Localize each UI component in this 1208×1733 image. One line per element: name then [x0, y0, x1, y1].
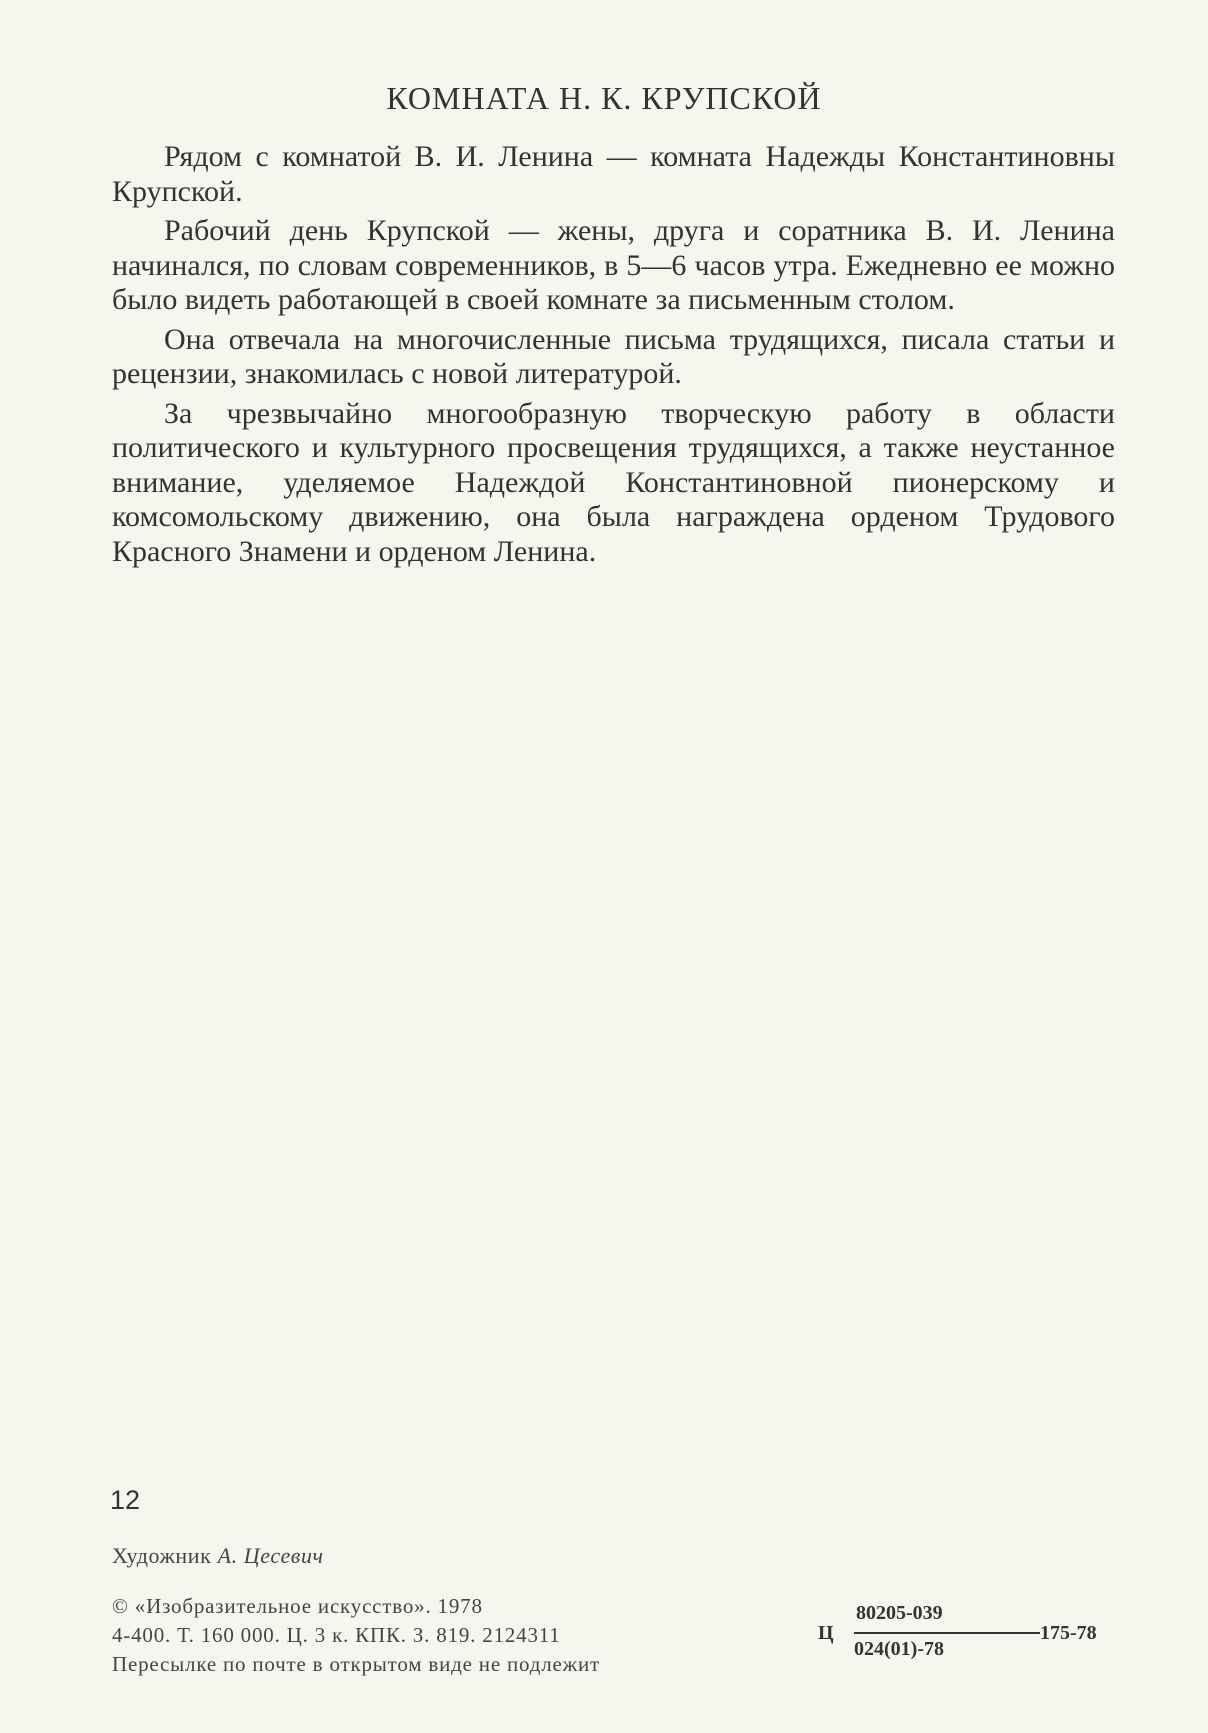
paragraph: Она отвечала на многочисленные письма трудящихся, писала статьи и рецензии, знакомилась с новой литературой.: [112, 322, 1115, 390]
catalog-numerator: 80205-039: [856, 1602, 943, 1624]
imprint-copyright: © «Изобразительное искусство». 1978: [112, 1594, 483, 1618]
page-title: КОМНАТА Н. К. КРУПСКОЙ: [386, 80, 822, 116]
paragraph: За чрезвычайно многообразную творческую работу в области политического и культурного просвещения трудящихся, а также неустанное внимание, уделяемое Надеждой Константиновной пионерскому и комсомольскому движению, она была награждена орденом Трудового Красного Знамени и орденом Ленина.: [112, 396, 1115, 568]
catalog-code: [818, 1602, 1118, 1682]
artist-label: Художник: [112, 1543, 212, 1568]
imprint-print-details: 4-400. Т. 160 000. Ц. 3 к. КПК. З. 819. 2124311: [112, 1623, 561, 1647]
catalog-fraction-line: [854, 1632, 1040, 1634]
artist-name: А. Цесевич: [217, 1543, 324, 1568]
catalog-suffix: 175-78: [1040, 1622, 1097, 1644]
body-text: [112, 140, 1115, 574]
paragraph: Рядом с комнатой В. И. Ленина — комната Надежды Константиновны Крупской.: [112, 140, 1115, 208]
catalog-denominator: 024(01)-78: [854, 1638, 944, 1660]
imprint: [112, 1592, 600, 1679]
paragraph: Рабочий день Крупской — жены, друга и соратника В. И. Ленина начинался, по словам современников, в 5—6 часов утра. Ежедневно ее можно было видеть работающей в своей комнате за письменным столом.: [112, 214, 1115, 316]
artist-credit: [112, 1543, 324, 1569]
catalog-letter: Ц: [818, 1622, 834, 1644]
imprint-mailing-note: Пересылке по почте в открытом виде не подлежит: [112, 1652, 600, 1676]
page-number: 12: [110, 1485, 141, 1515]
